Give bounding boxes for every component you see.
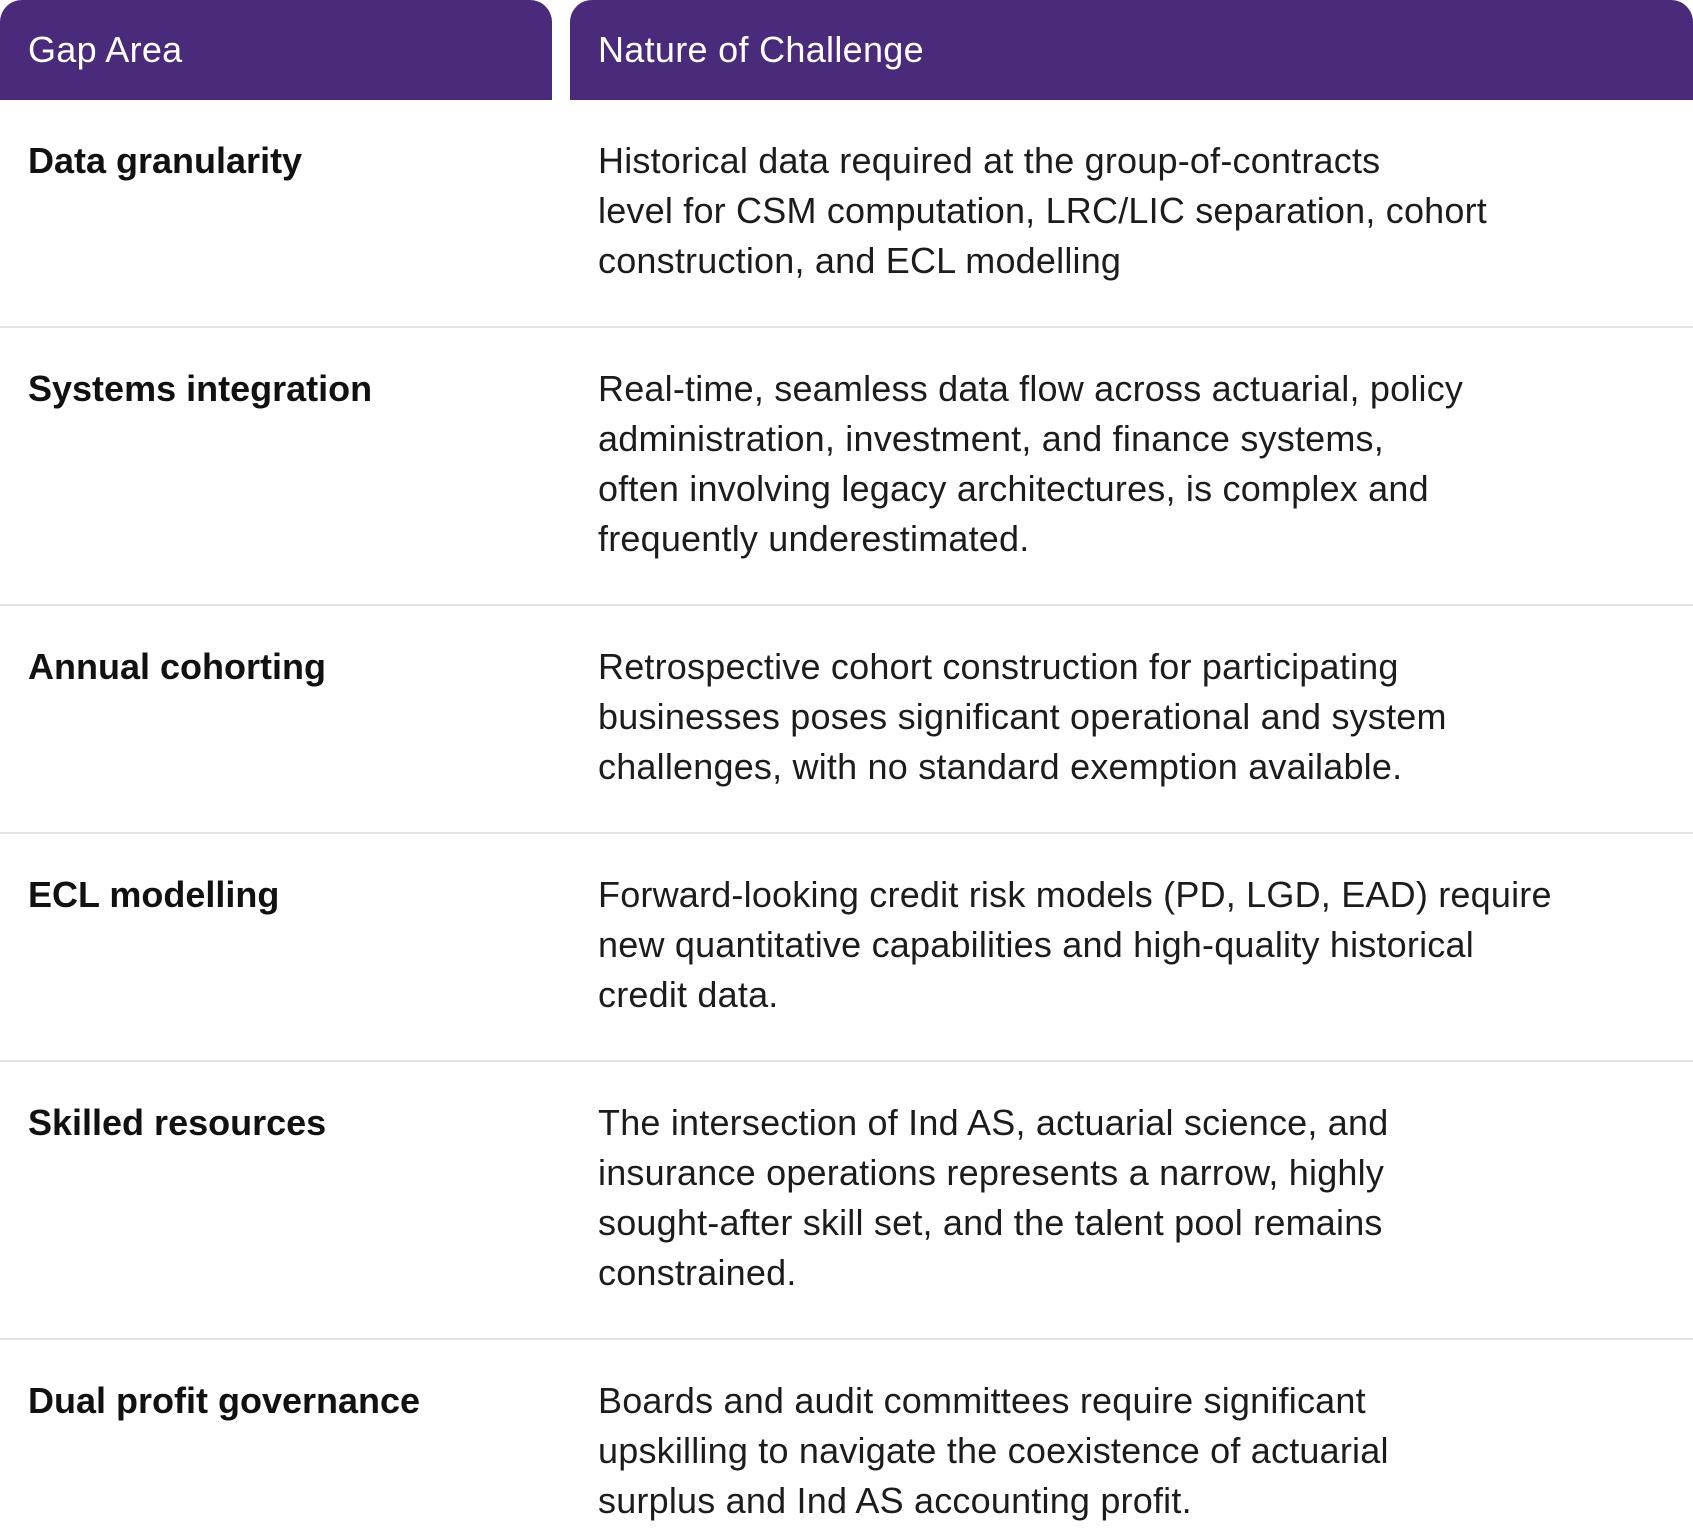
gap-area-cell: Dual profit governance <box>28 1380 421 1421</box>
challenge-line: Retrospective cohort construction for participating <box>598 646 1399 687</box>
challenge-line: upskilling to navigate the coexistence of actuarial <box>598 1430 1389 1471</box>
table-row <box>0 1340 1693 1530</box>
challenge-line: Forward-looking credit risk models (PD, LGD, EAD) require <box>598 874 1552 915</box>
challenge-line: Boards and audit committees require significant <box>598 1380 1366 1421</box>
gap-area-cell: Systems integration <box>28 368 373 409</box>
table-body <box>0 100 1693 1530</box>
table-row <box>0 1062 1693 1340</box>
header-nature-of-challenge: Nature of Challenge <box>570 0 1693 100</box>
gap-area-cell: Skilled resources <box>28 1102 327 1143</box>
challenge-line: level for CSM computation, LRC/LIC separation, cohort <box>598 190 1487 231</box>
gap-area-cell: ECL modelling <box>28 874 280 915</box>
challenge-line: insurance operations represents a narrow, highly <box>598 1152 1385 1193</box>
challenge-line: Historical data required at the group-of-contracts <box>598 140 1381 181</box>
challenge-line: Real-time, seamless data flow across actuarial, policy <box>598 368 1464 409</box>
table-row <box>0 834 1693 1062</box>
challenge-cell <box>598 364 1678 564</box>
challenge-line: constrained. <box>598 1252 797 1293</box>
header-gap-area: Gap Area <box>0 0 552 100</box>
challenge-line: administration, investment, and finance systems, <box>598 418 1384 459</box>
challenge-line: new quantitative capabilities and high-quality historical <box>598 924 1474 965</box>
challenge-line: surplus and Ind AS accounting profit. <box>598 1480 1192 1521</box>
gap-area-cell: Annual cohorting <box>28 646 326 687</box>
challenge-line: The intersection of Ind AS, actuarial science, and <box>598 1102 1389 1143</box>
challenge-line: businesses poses significant operational and system <box>598 696 1447 737</box>
challenge-cell <box>598 642 1678 792</box>
challenge-cell <box>598 870 1678 1020</box>
table-row <box>0 328 1693 606</box>
challenge-line: construction, and ECL modelling <box>598 240 1122 281</box>
challenge-cell <box>598 1098 1678 1298</box>
table-row <box>0 606 1693 834</box>
challenge-cell <box>598 1376 1678 1526</box>
challenge-line: challenges, with no standard exemption available. <box>598 746 1403 787</box>
table-header <box>0 0 1693 100</box>
challenge-line: credit data. <box>598 974 779 1015</box>
challenge-line: frequently underestimated. <box>598 518 1030 559</box>
challenge-line: often involving legacy architectures, is complex and <box>598 468 1429 509</box>
gap-area-cell: Data granularity <box>28 140 303 181</box>
table-row <box>0 100 1693 328</box>
challenge-line: sought-after skill set, and the talent pool remains <box>598 1202 1383 1243</box>
challenge-cell <box>598 136 1678 286</box>
